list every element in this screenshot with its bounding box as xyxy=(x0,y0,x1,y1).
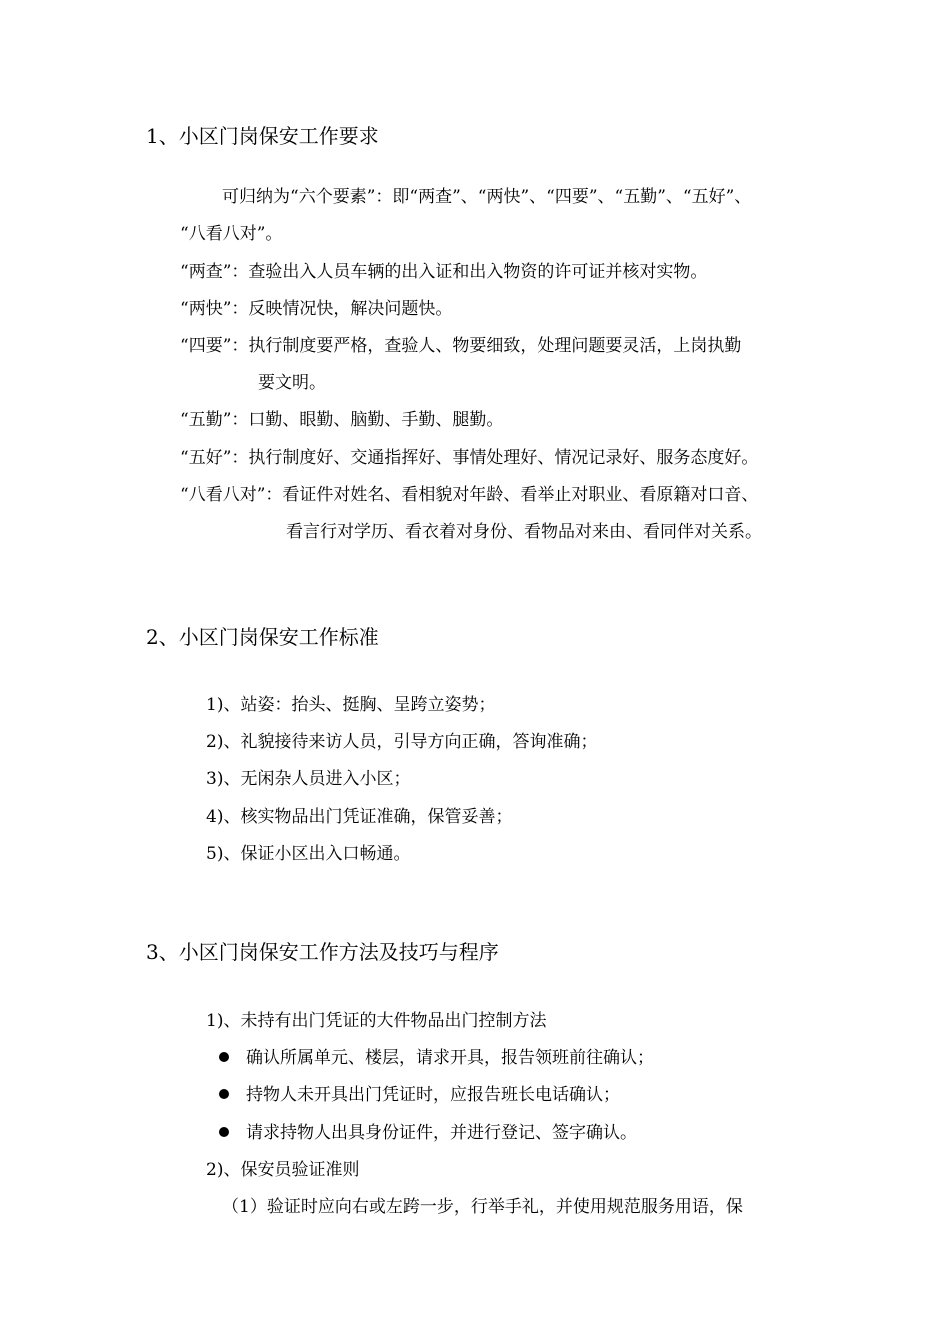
bullet-dot-icon xyxy=(219,1052,229,1062)
requirement-siyao-cont: 要文明。 xyxy=(258,373,326,393)
section-1-intro-line-1: 可归纳为“六个要素”：即“两查”、“两快”、“四要”、“五勤”、“五好”、 xyxy=(222,187,752,207)
standard-item-5: 5)、保证小区出入口畅通。 xyxy=(206,844,411,864)
requirement-bakanbadui-cont: 看言行对学历、看衣着对身份、看物品对来由、看同伴对关系。 xyxy=(286,522,762,542)
standard-item-2: 2)、礼貌接待来访人员，引导方向正确，答询准确； xyxy=(206,732,598,752)
bullet-dot-icon xyxy=(219,1089,229,1099)
section-3-heading: 3、小区门岗保安工作方法及技巧与程序 xyxy=(146,940,499,964)
requirement-siyao: “四要”：执行制度要严格，查验人、物要细致，处理问题要灵活，上岗执勤 xyxy=(180,336,742,356)
method-bullet-2: 持物人未开具出门凭证时，应报告班长电话确认； xyxy=(246,1085,620,1105)
verification-rule-1: （1）验证时应向右或左跨一步，行举手礼，并使用规范服务用语，保 xyxy=(222,1197,743,1217)
requirement-wuhao: “五好”：执行制度好、交通指挥好、事情处理好、情况记录好、服务态度好。 xyxy=(180,448,759,468)
requirement-bakanbadui: “八看八对”：看证件对姓名、看相貌对年龄、看举止对职业、看原籍对口音、 xyxy=(180,485,759,505)
standard-item-3: 3)、无闲杂人员进入小区； xyxy=(206,769,411,789)
method-bullet-3: 请求持物人出具身份证件，并进行登记、签字确认。 xyxy=(246,1123,637,1143)
requirement-liangkuai: “两快”：反映情况快，解决问题快。 xyxy=(180,299,453,319)
requirement-liangcha: “两查”：查验出入人员车辆的出入证和出入物资的许可证并核对实物。 xyxy=(180,262,708,282)
section-2-heading: 2、小区门岗保安工作标准 xyxy=(146,625,379,649)
bullet-dot-icon xyxy=(219,1127,229,1137)
section-1-heading: 1、小区门岗保安工作要求 xyxy=(146,124,379,148)
standard-item-4: 4)、核实物品出门凭证准确，保管妥善； xyxy=(206,807,513,827)
requirement-wuqin: “五勤”：口勤、眼勤、脑勤、手勤、腿勤。 xyxy=(180,410,504,430)
method-bullet-1: 确认所属单元、楼层，请求开具，报告领班前往确认； xyxy=(246,1048,654,1068)
method-subheading-2: 2)、保安员验证准则 xyxy=(206,1160,360,1180)
method-subheading-1: 1)、未持有出门凭证的大件物品出门控制方法 xyxy=(206,1011,547,1031)
section-1-intro-line-2: “八看八对”。 xyxy=(180,224,283,244)
standard-item-1: 1)、站姿：抬头、挺胸、呈跨立姿势； xyxy=(206,695,496,715)
